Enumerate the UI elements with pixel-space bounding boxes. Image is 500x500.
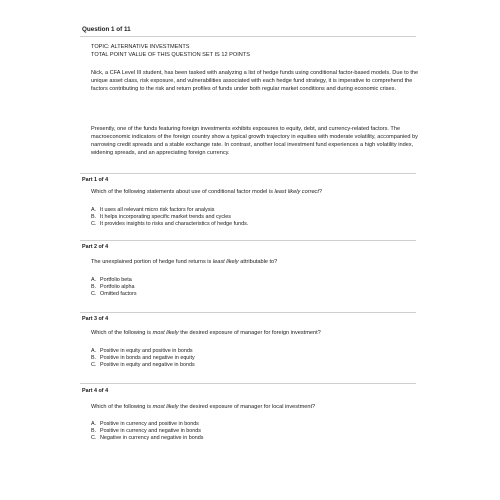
part-label: Part 1 of 4	[82, 177, 109, 183]
option-text: It helps incorporating specific market trends and cycles	[100, 214, 231, 221]
option-a[interactable]	[91, 421, 203, 428]
question-stem	[91, 189, 322, 195]
stem-text: the desired exposure of manager for foreign investment?	[178, 330, 321, 336]
option-text: It uses all relevant micro risk factors for analysis	[100, 207, 215, 213]
option-b[interactable]	[91, 355, 195, 362]
stem-emphasis: least likely correct	[274, 189, 319, 195]
option-letter: A.	[91, 277, 97, 283]
option-letter: A.	[91, 207, 97, 213]
options-list	[91, 421, 203, 443]
divider	[80, 312, 416, 313]
option-letter: C.	[91, 291, 97, 298]
stem-text: ?	[318, 189, 323, 195]
options-list	[91, 207, 248, 229]
stem-text: the desired exposure of manager for local investment?	[178, 404, 316, 410]
topic-line: TOPIC: ALTERNATIVE INVESTMENTS	[91, 44, 190, 50]
question-stem	[91, 404, 315, 410]
divider	[80, 173, 416, 174]
option-b[interactable]	[91, 428, 203, 435]
option-text: Negative in currency and negative in bonds	[100, 435, 204, 442]
option-letter: C.	[91, 362, 97, 369]
stem-text: Which of the following is	[91, 330, 153, 336]
option-c[interactable]	[91, 291, 137, 298]
option-a[interactable]	[91, 207, 248, 214]
question-stem	[91, 259, 277, 265]
option-letter: B.	[91, 355, 97, 362]
stem-text: Which of the following statements about use of conditional factor model is	[91, 189, 275, 195]
stem-text: attributable to?	[238, 259, 278, 265]
stem-text: Which of the following is	[91, 404, 153, 410]
option-letter: A.	[91, 421, 97, 427]
divider	[80, 36, 416, 37]
part-label: Part 3 of 4	[82, 316, 109, 322]
option-b[interactable]	[91, 214, 248, 221]
option-text: Positive in currency and negative in bonds	[100, 428, 201, 435]
part-label: Part 2 of 4	[82, 244, 109, 250]
divider	[80, 383, 416, 384]
option-letter: A.	[91, 348, 97, 354]
option-text: Positive in equity and negative in bonds	[100, 362, 195, 369]
option-text: Positive in bonds and negative in equity	[100, 355, 195, 362]
option-text: Positive in currency and positive in bonds	[100, 421, 199, 427]
option-c[interactable]	[91, 221, 248, 228]
option-text: Portfolio alpha	[100, 284, 135, 291]
paragraph-1: Nick, a CFA Level III student, has been tasked with analyzing a list of hedge funds using conditional factor-based models. Due to the unique asset class, risk exposure, and vulnerabilities associated with each hedge fund strategy, it is imperative to comprehend the factors contributing to the risk and return profiles of funds under both regular market conditions and during economic crises.	[91, 70, 419, 92]
options-list	[91, 277, 137, 299]
paragraph-2: Presently, one of the funds featuring foreign investments exhibits exposures to equity, debt, and currency-related factors. The macroeconomic indicators of the foreign country show a typical growth trajectory in equities with moderate volatility, accompanied by narrowing credit spreads and a stable exchange rate. In contrast, another local investment fund experiences a high volatility index, widening spreads, and an appreciating foreign currency.	[91, 126, 418, 156]
option-letter: C.	[91, 221, 97, 228]
option-text: Portfolio beta	[100, 277, 132, 283]
option-letter: C.	[91, 435, 97, 442]
points-line: TOTAL POINT VALUE OF THIS QUESTION SET IS 12 POINTS	[91, 52, 250, 58]
option-b[interactable]	[91, 284, 137, 291]
option-a[interactable]	[91, 277, 137, 284]
option-text: Omitted factors	[100, 291, 137, 298]
stem-emphasis: least likely	[212, 259, 239, 265]
option-letter: B.	[91, 284, 97, 291]
option-a[interactable]	[91, 348, 195, 355]
option-letter: B.	[91, 428, 97, 435]
option-letter: B.	[91, 214, 97, 221]
option-c[interactable]	[91, 362, 195, 369]
option-text: It provides insights to risks and characteristics of hedge funds.	[100, 221, 249, 228]
options-list	[91, 348, 195, 370]
divider	[80, 240, 416, 241]
stem-emphasis: most likely	[152, 330, 179, 336]
option-c[interactable]	[91, 435, 203, 442]
option-text: Positive in equity and positive in bonds	[100, 348, 193, 354]
part-label: Part 4 of 4	[82, 388, 109, 394]
stem-emphasis: most likely	[152, 404, 179, 410]
question-title: Question 1 of 11	[82, 26, 131, 33]
question-stem	[91, 330, 321, 336]
stem-text: The unexplained portion of hedge fund returns is	[91, 259, 213, 265]
